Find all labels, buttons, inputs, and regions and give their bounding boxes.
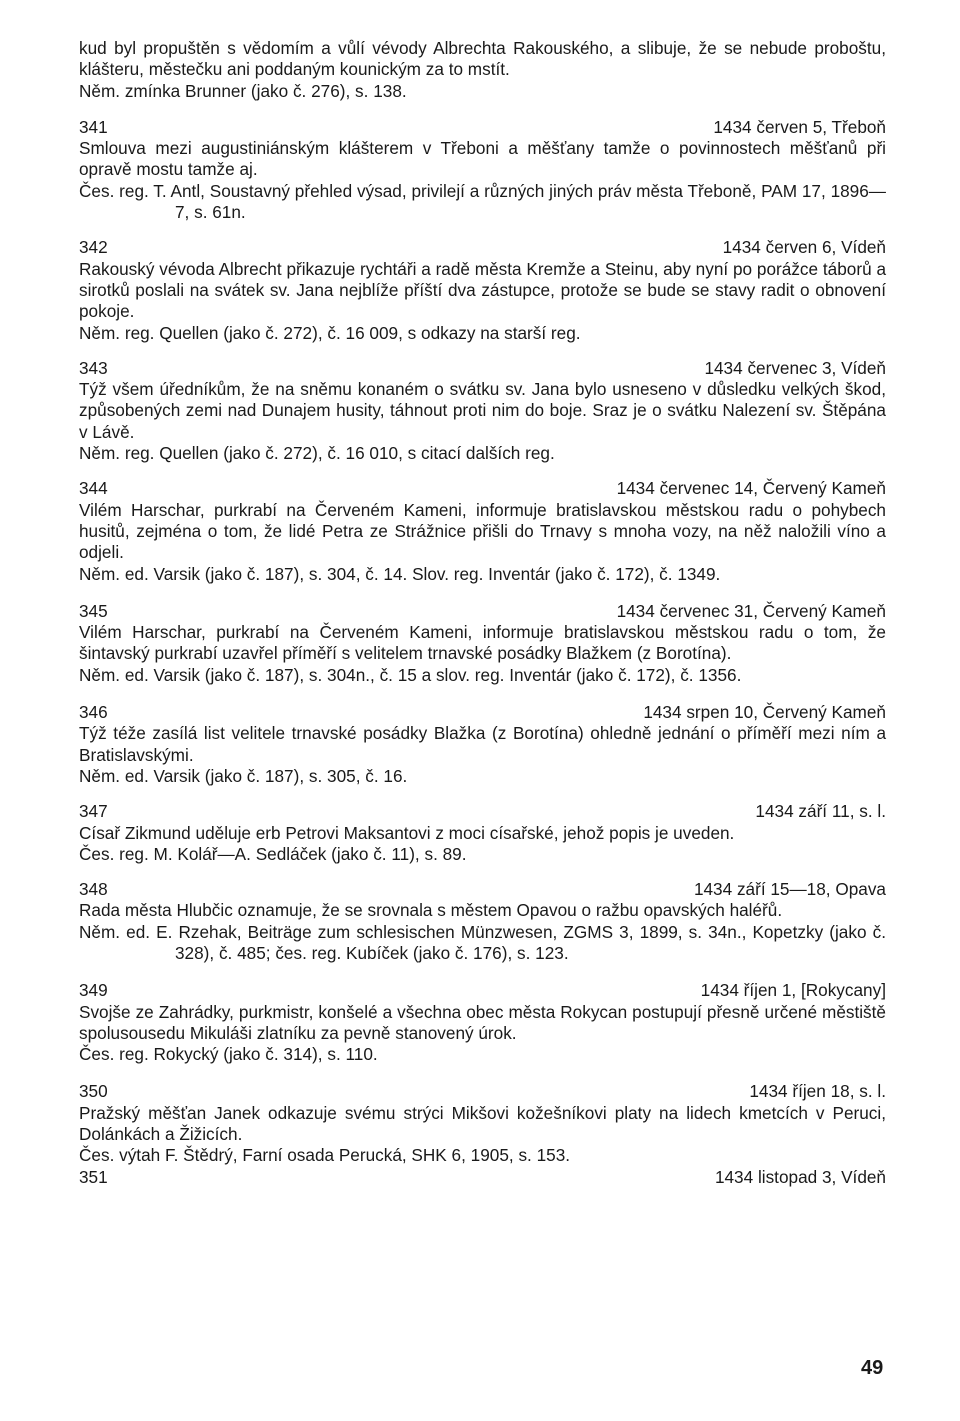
entry-date: 1434 červen 5, Třeboň (713, 116, 886, 137)
entry (79, 358, 886, 464)
entry-date: 1434 říjen 1, [Rokycany] (700, 980, 886, 1001)
entry-reference: Něm. ed. Varsik (jako č. 187), s. 305, č. 16. (79, 765, 408, 786)
entry (79, 980, 886, 1065)
entry-date: 1434 září 11, s. l. (755, 801, 886, 822)
entry-date: 1434 červenec 31, Červený Kameň (616, 600, 886, 621)
entry-reference: Něm. ed. Varsik (jako č. 187), s. 304, č. 14. Slov. reg. Inventár (jako č. 172), č. 1349. (79, 563, 721, 584)
entry-text: Vilém Harschar, purkrabí na Červeném Kameni, informuje bratislavskou městskou radu o tom, že šintavský purkrabí uzavřel příměří s velitelem trnavské posádky Blažkem (z Borotína). (79, 622, 886, 664)
page-number: 49 (861, 1357, 884, 1379)
entry-number: 350 (79, 1081, 108, 1102)
entry (79, 1081, 886, 1166)
entry-text: Týž všem úředníkům, že na sněmu konaném o svátku sv. Jana bylo usneseno v důsledku velkých škod, způsobených zemi nad Dunajem husity, táhnout proti nim do boje. Sraz je o svátku Nalezení sv. Štěpána v Lávě. (79, 379, 886, 442)
entry-date: 1434 září 15—18, Opava (693, 879, 886, 900)
entry-number: 344 (79, 478, 108, 499)
entry (79, 478, 886, 584)
intro-reference: Něm. zmínka Brunner (jako č. 276), s. 138. (79, 80, 407, 101)
intro-text: kud byl propuštěn s vědomím a vůlí vévody Albrechta Rakouského, a slibuje, že se nebude proboštu, klášteru, městečku ani poddaným kounickým za to mstít. (79, 38, 886, 80)
entry-date: 1434 srpen 10, Červený Kameň (643, 702, 886, 723)
entry-header (79, 601, 886, 622)
entry-reference: Čes. výtah F. Štědrý, Farní osada Perucká, SHK 6, 1905, s. 153. (79, 1145, 571, 1166)
entry (79, 879, 886, 964)
entry-header (79, 801, 886, 822)
entry-reference: Něm. ed. Varsik (jako č. 187), s. 304n., č. 15 a slov. reg. Inventár (jako č. 172), č. 1356. (79, 664, 742, 685)
entry-date: 1434 červenec 3, Vídeň (704, 357, 886, 378)
entry-header (79, 1081, 886, 1102)
entry-text: Vilém Harschar, purkrabí na Červeném Kameni, informuje bratislavskou městskou radu o pohybech husitů, zejména o tom, že lidé Petra ze Strážnice přišli do Trnavy s mnoha vozy, na něž naložili víno a odjeli. (79, 499, 886, 563)
entry-header (79, 702, 886, 723)
entry-date: 1434 listopad 3, Vídeň (714, 1166, 886, 1187)
entry-reference: Čes. reg. T. Antl, Soustavný přehled výsad, privilejí a různých jiných práv města Třeboně, PAM 17, 1896—7, s. 61n. (79, 180, 886, 223)
entry-number: 341 (79, 116, 108, 137)
entry-text: Císař Zikmund uděluje erb Petrovi Maksantovi z moci císařské, jehož popis je uveden. (79, 822, 735, 843)
entry-text: Rada města Hlubčic oznamuje, že se srovnala s městem Opavou o ražbu opavských haléřů. (79, 900, 783, 921)
entry-date: 1434 říjen 18, s. l. (749, 1081, 886, 1102)
entry-reference: Něm. ed. E. Rzehak, Beiträge zum schlesischen Münzwesen, ZGMS 3, 1899, s. 34n., Kopetzky (jako č. 328), č. 485; čes. reg. Kubíček (jako č. 176), s. 123. (79, 921, 886, 963)
entry-reference: Něm. reg. Quellen (jako č. 272), č. 16 010, s citací dalších reg. (79, 443, 555, 464)
entry-header (79, 980, 886, 1001)
intro-entry (79, 38, 886, 102)
entry-text: Smlouva mezi augustiniánským klášterem v Třeboni a měšťany tamže o povinnostech měšťanů při opravě mostu tamže aj. (79, 138, 886, 180)
entry-header (79, 1167, 886, 1188)
entry-reference: Něm. reg. Quellen (jako č. 272), č. 16 009, s odkazy na starší reg. (79, 322, 581, 343)
entry-header (79, 879, 886, 900)
entry-number: 348 (79, 879, 108, 900)
entry (79, 1167, 886, 1188)
entry-text: Rakouský vévoda Albrecht přikazuje rychtáři a radě města Kremže a Steinu, aby nyní po porážce táborů a sirotků poslali na svátek sv. Jana nejblíže příští dva zástupce, protože se bude se stavy radit o obnovení pokoje. (79, 258, 886, 322)
entry-header (79, 237, 886, 258)
entry-number: 345 (79, 600, 108, 621)
entry-header (79, 117, 886, 138)
entry-header (79, 358, 886, 379)
entry-header (79, 478, 886, 499)
entry (79, 601, 886, 686)
entry-number: 343 (79, 357, 108, 378)
page-body (79, 38, 886, 1188)
entry-text: Pražský měšťan Janek odkazuje svému strýci Mikšovi kožešníkovi platy na lidech kmetcích v Peruci, Dolánkách a Žižicích. (79, 1102, 886, 1145)
entry-reference: Čes. reg. M. Kolář—A. Sedláček (jako č. 11), s. 89. (79, 843, 467, 864)
entry (79, 801, 886, 865)
entry-date: 1434 červenec 14, Červený Kameň (616, 478, 886, 499)
entry-reference: Čes. reg. Rokycký (jako č. 314), s. 110. (79, 1044, 378, 1065)
entry (79, 237, 886, 343)
entry (79, 117, 886, 223)
entry-text: Svojše ze Zahrádky, purkmistr, konšelé a všechna obec města Rokycan postupují přesně určené městiště spolusousedu Mikuláši zlatníku za pevně stanovený úrok. (79, 1001, 886, 1043)
entries-list (79, 117, 886, 1188)
entry-text: Týž téže zasílá list velitele trnavské posádky Blažka (z Borotína) ohledně jednání o příměří mezi ním a Bratislavskými. (79, 723, 886, 765)
entry-number: 349 (79, 980, 108, 1001)
entry (79, 702, 886, 787)
entry-date: 1434 červen 6, Vídeň (722, 237, 886, 258)
entry-number: 346 (79, 702, 108, 723)
entry-number: 351 (79, 1166, 108, 1187)
entry-number: 347 (79, 801, 108, 822)
entry-number: 342 (79, 237, 108, 258)
